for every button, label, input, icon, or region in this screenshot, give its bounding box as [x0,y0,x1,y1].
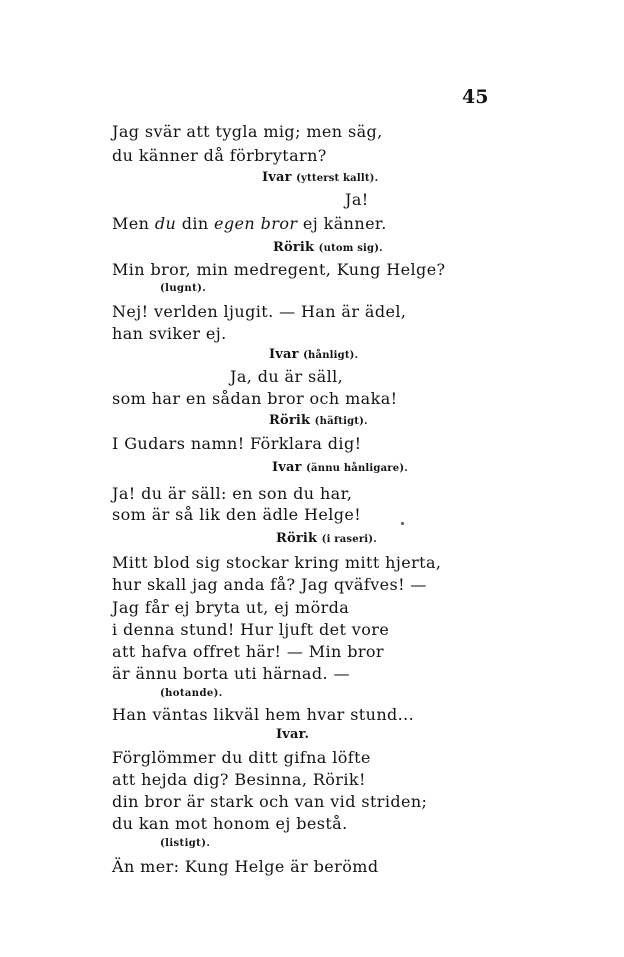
stage-direction: (lugnt). [160,283,207,294]
speaker-cue [276,531,377,546]
speaker-direction: (utom sig). [318,243,383,254]
verse-line: att hejda dig? Besinna, Rörik! [112,770,366,789]
speaker-direction: (hånligt). [303,350,359,361]
verse-line: Ja! du är säll: en son du har, [112,484,353,503]
verse-line: du känner då förbrytarn? [112,146,327,165]
speaker-cue [276,727,309,742]
speaker-cue [273,240,383,255]
verse-fragment: ej känner. [297,214,387,233]
verse-line: Nej! verlden ljugit. — Han är ädel, [112,302,407,321]
speaker-name: Ivar [272,460,302,475]
speaker-name: Rörik [273,240,315,255]
speaker-cue [262,170,378,185]
emphasized-word: bror [260,214,298,233]
verse-line: Mitt blod sig stockar kring mitt hjerta, [112,553,442,572]
speaker-name: Rörik [276,531,318,546]
speaker-direction: (ännu hånligare). [306,463,408,474]
verse-line: Ja, du är säll, [230,367,344,386]
page-number: 45 [462,86,489,108]
verse-line: hur skall jag anda få? Jag qväfves! — [112,575,427,594]
speaker-cue [269,347,358,362]
verse-fragment: din [176,214,215,233]
speaker-direction: (häftigt). [314,416,368,427]
verse-line: som är så lik den ädle Helge! [112,505,362,524]
verse-line [112,214,387,233]
emphasized-word: du [154,214,177,233]
emphasized-word: egen [214,214,256,233]
speaker-direction: (i raseri). [321,534,377,545]
speaker-name: Rörik [269,413,311,428]
verse-line: du kan mot honom ej bestå. [112,814,348,833]
verse-fragment: Men [112,214,155,233]
verse-line: I Gudars namn! Förklara dig! [112,434,362,453]
speaker-direction: (ytterst kallt). [296,173,379,184]
verse-line: din bror är stark och van vid striden; [112,792,428,811]
verse-line: som har en sådan bror och maka! [112,389,398,408]
verse-line: Han väntas likväl hem hvar stund... [112,705,415,724]
verse-line: Jag får ej bryta ut, ej mörda [112,598,350,617]
verse-line: Än mer: Kung Helge är berömd [112,857,379,876]
verse-line: Min bror, min medregent, Kung Helge? [112,260,446,279]
verse-line: Jag svär att tygla mig; men säg, [112,122,383,141]
verse-line: Förglömmer du ditt gifna löfte [112,748,371,767]
speaker-name: Ivar. [276,727,310,742]
verse-line: han sviker ej. [112,324,227,343]
verse-line: är ännu borta uti härnad. — [112,664,350,683]
ink-speck [401,522,404,525]
stage-direction: (listigt). [160,838,211,849]
verse-line: i denna stund! Hur ljuft det vore [112,620,390,639]
stage-direction: (hotande). [160,688,223,699]
speaker-name: Ivar [262,170,292,185]
verse-line: att hafva offret här! — Min bror [112,642,384,661]
speaker-cue [272,460,408,475]
verse-line: Ja! [345,190,369,209]
speaker-name: Ivar [269,347,299,362]
speaker-cue [269,413,368,428]
